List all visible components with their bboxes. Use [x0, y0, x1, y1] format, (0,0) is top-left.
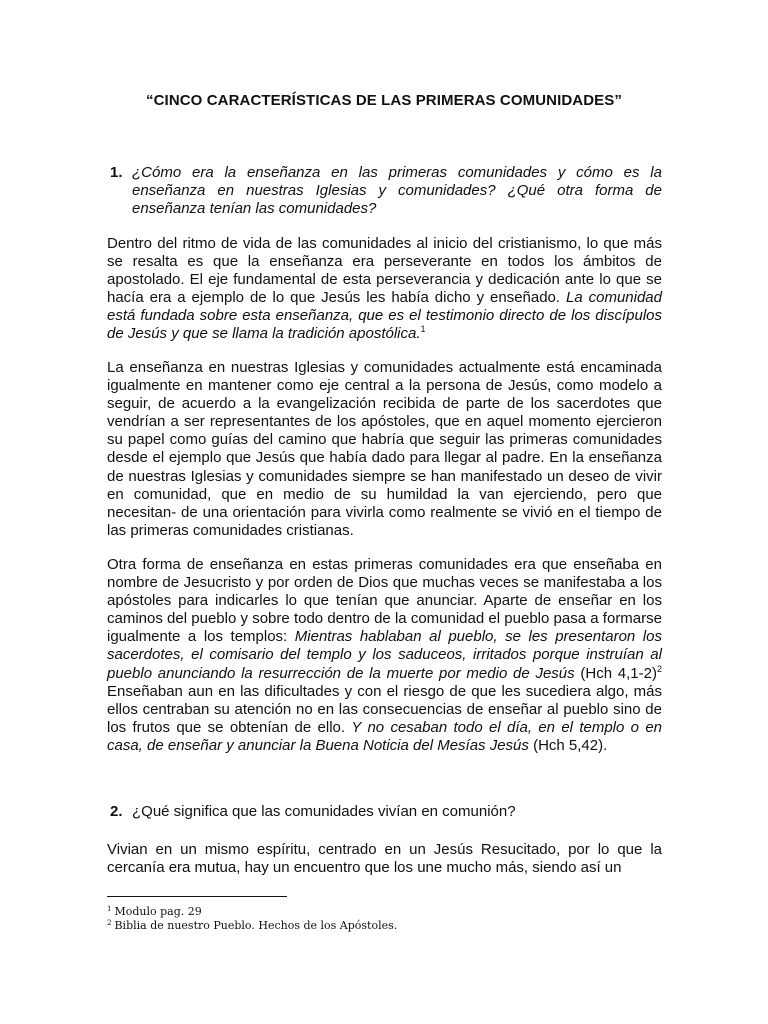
paragraph-4: Vivian en un mismo espíritu, centrado en un Jesús Resucitado, por lo que la cercanía era mutua, hay un encuentro que los une mucho más, siendo así un — [107, 841, 662, 877]
paragraph-2: La enseñanza en nuestras Iglesias y comunidades actualmente está encaminada igualmente en mantener como eje central a la persona de Jesús, como modelo a seguir, de acuerdo a la evangelización recibida de parte de los sacerdotes que vendrían a ser representantes de los apóstoles, que en aquel momento ejercieron su papel como guías del camino que habría que seguir las primeras comunidades desde el ejemplo que Jesús que había dado para llegar al padre. En la enseñanza de nuestras Iglesias y comunidades siempre se han manifestado un deseo de vivir en comunidad, que en medio de su humildad la van ejerciendo, pero que necesitan- de una orientación para vivirla como realmente se vivió en el tiempo de las primeras comunidades cristianas. — [107, 359, 662, 539]
paragraph-3-quote-2: Y no cesaban todo el día, en el templo o en casa, de enseñar y anunciar la Buena Noticia del Mesías Jesús — [107, 718, 662, 754]
paragraph-3-citation-2: (Hch 5,42). — [528, 736, 608, 754]
paragraph-1-text: Dentro del ritmo de vida de las comunidades al inicio del cristianismo, lo que más se resalta es que la enseñanza era perseverante en todos los ámbitos de apostolado. El eje fundamental de esta perseverancia y dedicación ante lo que se hacía era a ejemplo de lo que Jesús les había dicho y enseñado. — [107, 235, 662, 307]
question-2 — [110, 803, 662, 821]
footnote-2-text: Biblia de nuestro Pueblo. Hechos de los Apóstoles. — [114, 919, 398, 932]
question-1-number: 1. — [110, 164, 123, 181]
paragraph-3-quote-1: Mientras hablaban al pueblo, se les presentaron los sacerdotes, el comisario del templo y los saduceos, irritados porque instruían al pueblo anunciando la resurrección de la muerte por medio de Jesús — [107, 628, 662, 682]
footnote-ref-2: 2 — [656, 663, 662, 674]
footnote-ref-1: 1 — [420, 324, 426, 335]
document-title: “CINCO CARACTERÍSTICAS DE LAS PRIMERAS COMUNIDADES” — [146, 92, 622, 109]
footnote-2-mark: 2 — [107, 919, 112, 927]
question-2-text: ¿Qué significa que las comunidades vivían en comunión? — [132, 803, 516, 820]
paragraph-1-quote: La comunidad está fundada sobre esta enseñanza, que es el testimonio directo de los discípulos de Jesús y que se llama la tradición apostólica. — [107, 289, 662, 343]
question-1 — [110, 164, 662, 218]
question-2-number: 2. — [110, 803, 123, 820]
paragraph-3-text-2: Enseñaban aun en las dificultades y con el riesgo de que les sucediera algo, más ellos centraban su atención no en las consecuencias de enseñar al pueblo sino de los frutos que se obtenían de ello. — [107, 682, 662, 736]
footnote-2 — [107, 916, 667, 933]
question-1-text: ¿Cómo era la enseñanza en las primeras comunidades y cómo es la enseñanza en nuestras Iglesias y comunidades? ¿Qué otra forma de enseñanza tenían las comunidades? — [132, 164, 662, 217]
footnote-1-mark: 1 — [107, 905, 112, 913]
paragraph-3 — [107, 556, 662, 755]
paragraph-3-text-1: Otra forma de enseñanza en estas primeras comunidades era que enseñaba en nombre de Jesucristo y por orden de Dios que muchas veces se manifestaba a los apóstoles para indicarles lo que tenían que anunciar. Aparte de enseñar en los caminos del pueblo y sobre todo dentro de la comunidad el pueblo pasa a formarse igualmente a los templos: — [107, 556, 662, 646]
footnote-divider — [107, 896, 287, 897]
footnote-1-text: Modulo pag. 29 — [114, 905, 202, 918]
paragraph-1 — [107, 235, 662, 344]
paragraph-3-citation-1: (Hch 4,1-2) — [574, 664, 657, 682]
